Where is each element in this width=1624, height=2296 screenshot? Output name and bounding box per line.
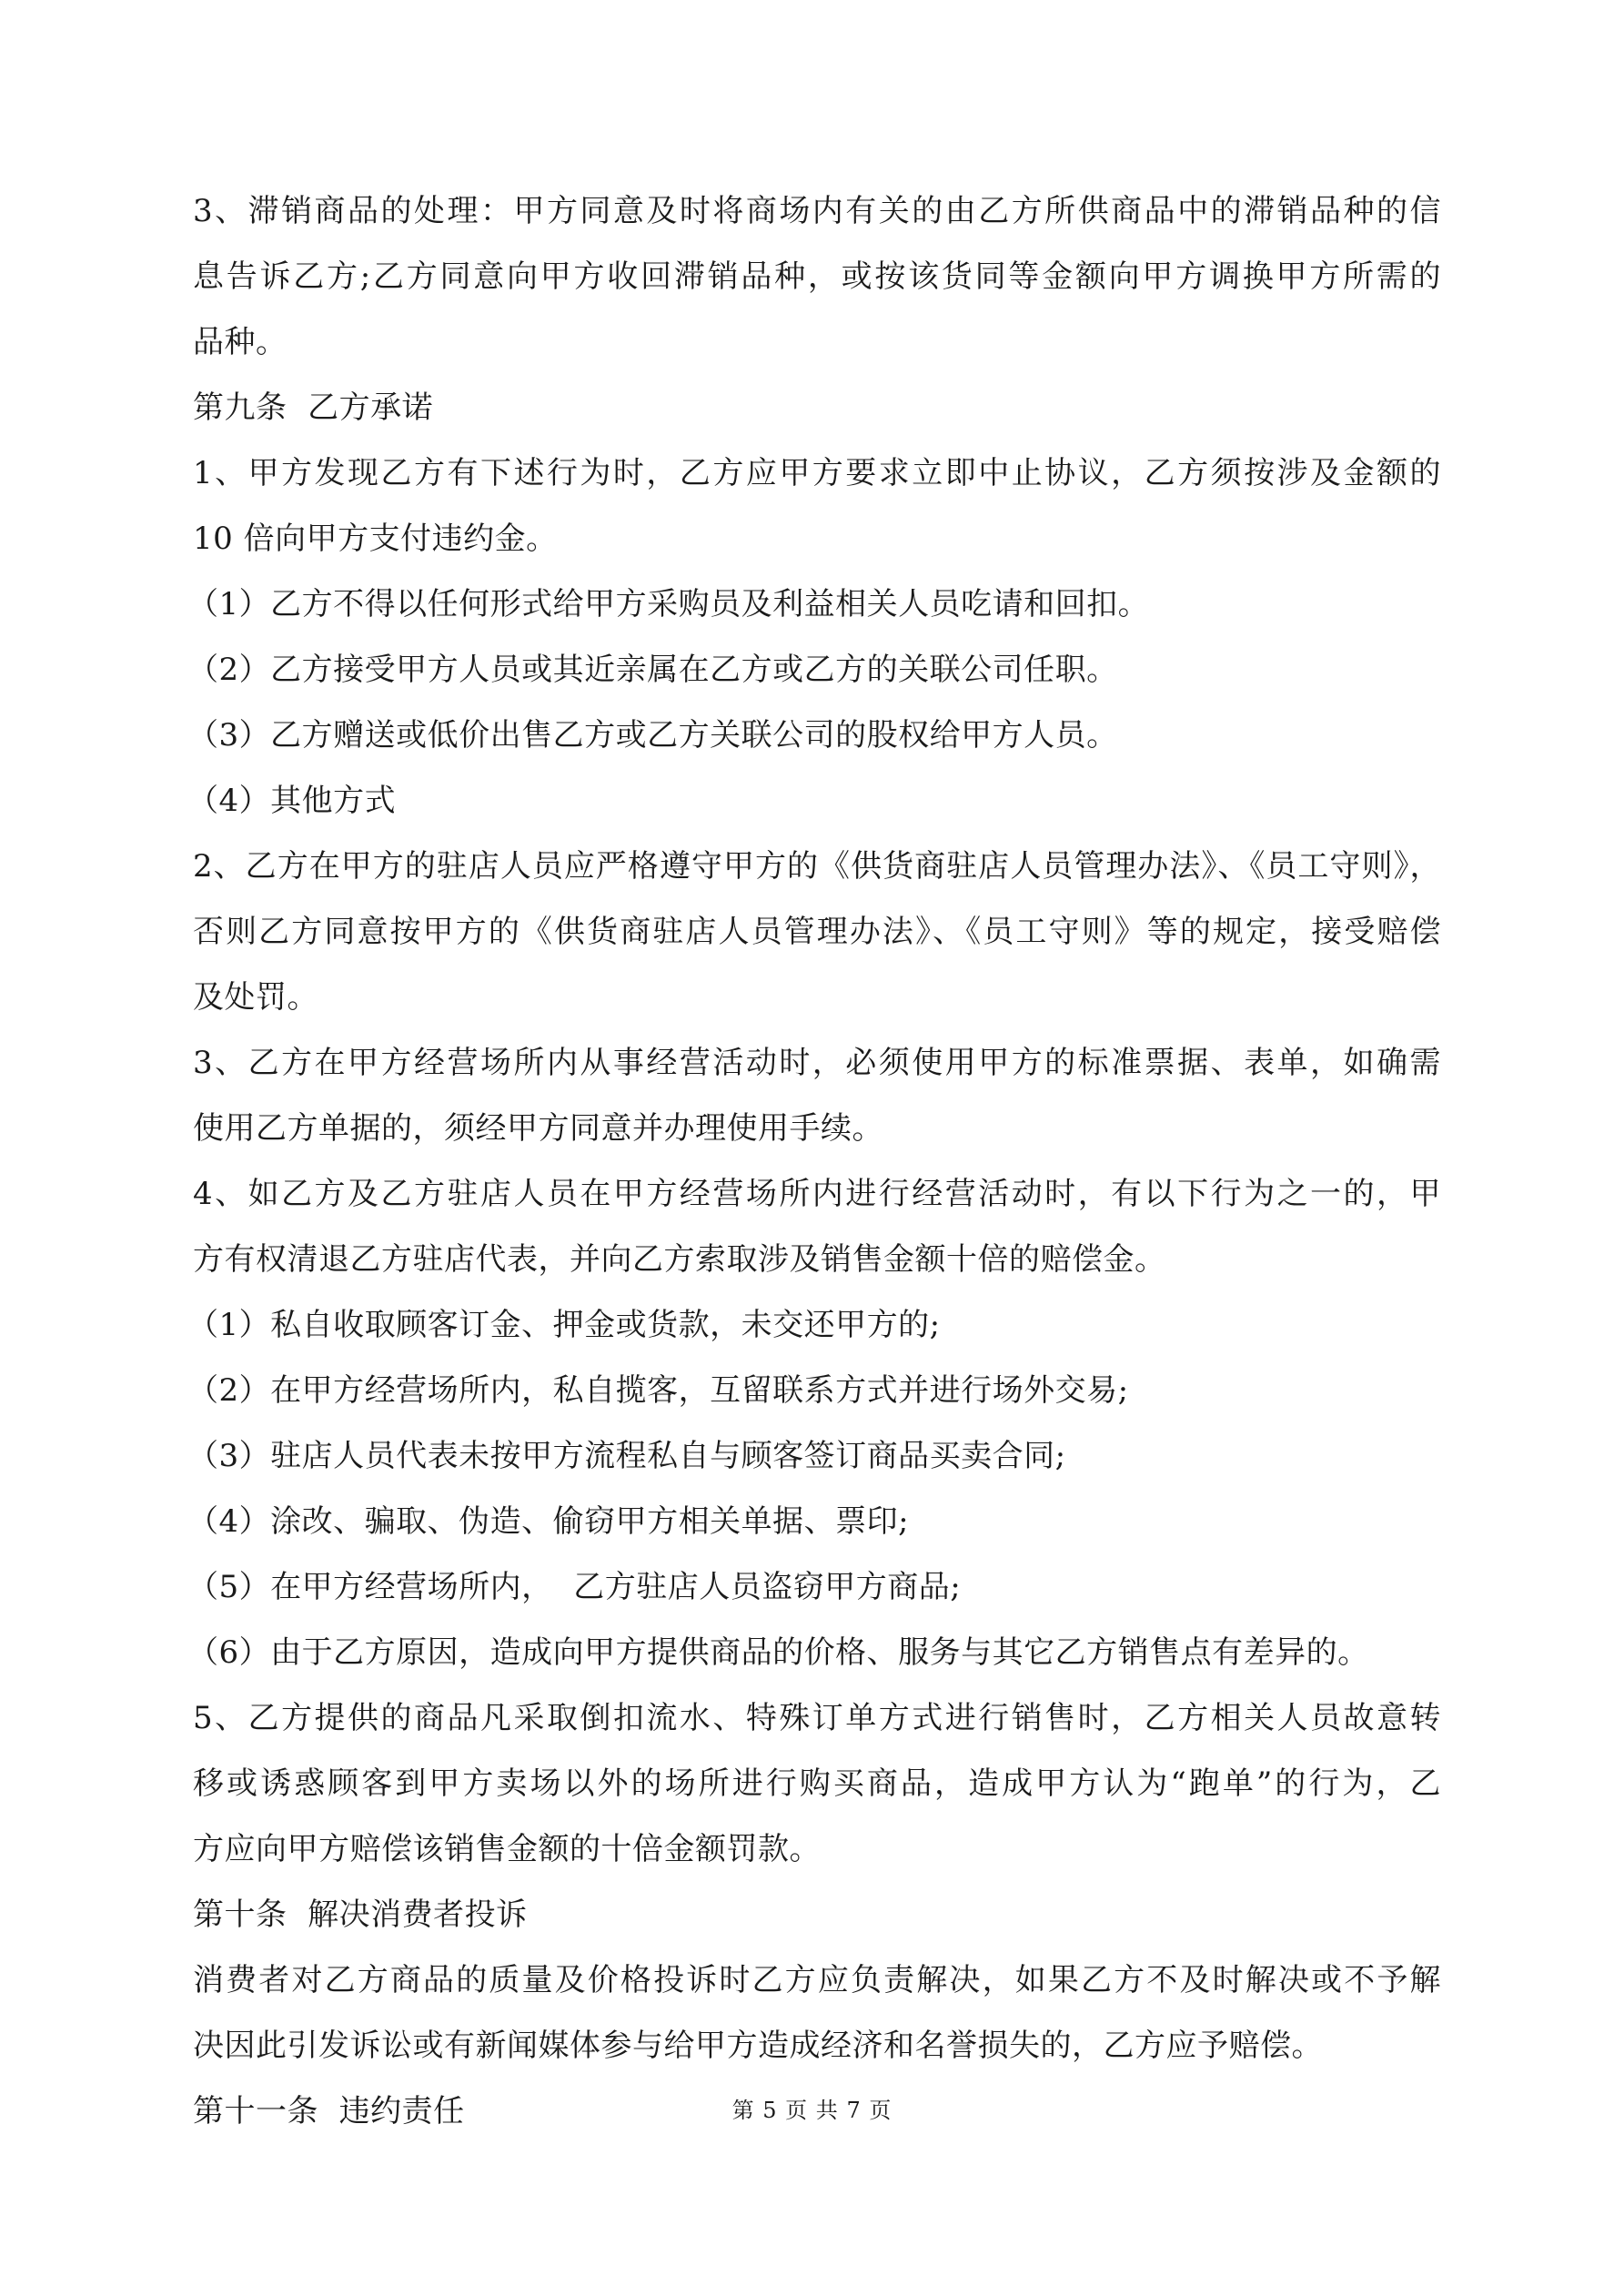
list-item: （1）乙方不得以任何形式给甲方采购员及利益相关人员吃请和回扣。 [187, 586, 1150, 622]
page-number-footer: 第 5 页 共 7 页 [731, 2098, 893, 2123]
body-line: 方应向甲方赔偿该销售金额的十倍金额罚款。 [193, 1831, 821, 1867]
body-line: 消费者对乙方商品的质量及价格投诉时乙方应负责解决，如果乙方不及时解决或不予解 [193, 1962, 1441, 1998]
section-heading: 第十一条 违约责任 [193, 2093, 465, 2129]
body-line: 息告诉乙方;乙方同意向甲方收回滞销品种，或按该货同等金额向甲方调换甲方所需的 [193, 258, 1441, 295]
body-line: 4、如乙方及乙方驻店人员在甲方经营场所内进行经营活动时，有以下行为之一的，甲 [193, 1176, 1441, 1212]
body-line: 5、乙方提供的商品凡采取倒扣流水、特殊订单方式进行销售时，乙方相关人员故意转 [193, 1700, 1441, 1736]
body-line: 10 倍向甲方支付违约金。 [193, 521, 558, 557]
body-line: 决因此引发诉讼或有新闻媒体参与给甲方造成经济和名誉损失的，乙方应予赔偿。 [193, 2028, 1323, 2064]
body-line: 3、滞销商品的处理：甲方同意及时将商场内有关的由乙方所供商品中的滞销品种的信 [193, 193, 1441, 229]
list-item: （6）由于乙方原因，造成向甲方提供商品的价格、服务与其它乙方销售点有差异的。 [187, 1634, 1369, 1671]
list-item: （4）其他方式 [187, 783, 397, 819]
body-line: 否则乙方同意按甲方的《供货商驻店人员管理办法》、《员工守则》等的规定，接受赔偿 [193, 914, 1441, 950]
body-line: 及处罚。 [193, 979, 318, 1016]
document-body [187, 178, 1441, 2144]
list-item: （4）涂改、骗取、伪造、偷窃甲方相关单据、票印; [187, 1503, 910, 1540]
body-line: 2、乙方在甲方的驻店人员应严格遵守甲方的《供货商驻店人员管理办法》、《员工守则》， [193, 848, 1441, 885]
body-line: 使用乙方单据的，须经甲方同意并办理使用手续。 [193, 1110, 883, 1147]
section-heading: 第九条 乙方承诺 [193, 389, 434, 426]
list-item: （3）乙方赠送或低价出售乙方或乙方关联公司的股权给甲方人员。 [187, 717, 1118, 754]
body-line: 方有权清退乙方驻店代表，并向乙方索取涉及销售金额十倍的赔偿金。 [193, 1241, 1166, 1278]
section-heading: 第十条 解决消费者投诉 [193, 1896, 528, 1933]
list-item: （2）在甲方经营场所内，私自揽客，互留联系方式并进行场外交易; [187, 1372, 1129, 1409]
list-item: （1）私自收取顾客订金、押金或货款，未交还甲方的; [187, 1307, 941, 1343]
body-line: 3、乙方在甲方经营场所内从事经营活动时，必须使用甲方的标准票据、表单，如确需 [193, 1045, 1441, 1081]
list-item: （3）驻店人员代表未按甲方流程私自与顾客签订商品买卖合同; [187, 1438, 1066, 1474]
body-line: 品种。 [193, 324, 287, 360]
list-item: （2）乙方接受甲方人员或其近亲属在乙方或乙方的关联公司任职。 [187, 652, 1118, 688]
list-item: （5）在甲方经营场所内， 乙方驻店人员盗窃甲方商品; [187, 1569, 962, 1605]
body-line: 移或诱惑顾客到甲方卖场以外的场所进行购买商品，造成甲方认为“跑单”的行为，乙 [193, 1765, 1441, 1802]
body-line: 1、甲方发现乙方有下述行为时，乙方应甲方要求立即中止协议，乙方须按涉及金额的 [193, 455, 1441, 491]
